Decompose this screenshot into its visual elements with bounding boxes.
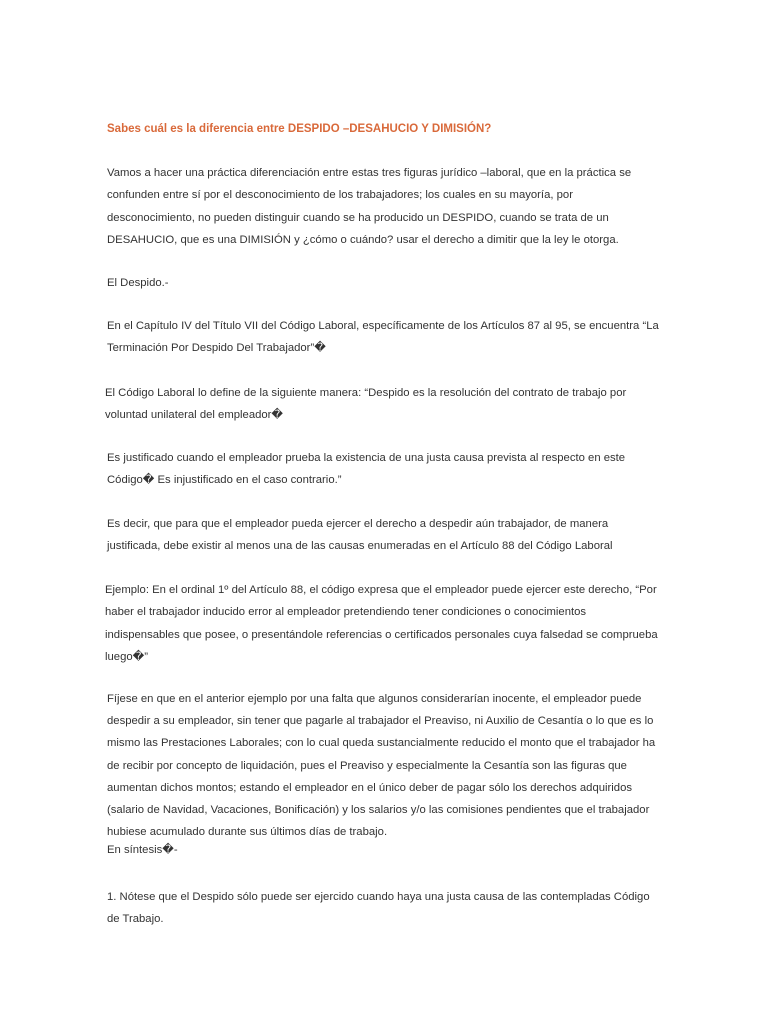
text-line: Es justificado cuando el empleador prueba la existencia de una justa causa prevista al respecto en este [107, 452, 626, 464]
text-line: Terminación Por Despido Del Trabajador”� [107, 342, 326, 355]
text-line: (salario de Navidad, Vacaciones, Bonificación) y los salarios y/o las comisiones pendientes que el trabajador [107, 804, 650, 817]
text-line: El Código Laboral lo define de la siguiente manera: “Despido es la resolución del contrato de trabajo por [105, 387, 627, 399]
text-line: Ejemplo: En el ordinal 1º del Artículo 88, el código expresa que el empleador puede ejercer este derecho, “Por [105, 584, 657, 596]
text-line: justificada, debe existir al menos una de las causas enumeradas en el Artículo 88 del Código Laboral [107, 540, 613, 553]
text-line: Vamos a hacer una práctica diferenciación entre estas tres figuras jurídico –laboral, que en la práctica se [107, 167, 632, 179]
text-line: El Despido.- [107, 277, 169, 289]
text-line: confunden entre sí por el desconocimiento de los trabajadores; los cuales en su mayoría, por [107, 189, 573, 202]
text-line: Es decir, que para que el empleador pueda ejercer el derecho a despedir aún trabajador, de manera [107, 518, 609, 530]
text-line: de recibir por concepto de liquidación, pues el Preaviso y especialmente la Cesantía son las figuras que [107, 759, 627, 772]
text-line: Código� Es injustificado en el caso contrario.” [107, 474, 342, 487]
document-title: Sabes cuál es la diferencia entre DESPIDO –DESAHUCIO Y DIMISIÓN? [107, 123, 492, 135]
paragraph-intro [107, 162, 667, 251]
paragraph-notese [107, 886, 667, 931]
text-line: de Trabajo. [107, 913, 164, 926]
paragraph-es-decir [107, 513, 667, 558]
text-line: En síntesis�- [107, 844, 178, 857]
text-line: mismo las Prestaciones Laborales; con lo cual queda sustancialmente reducido el monto que el trabajador ha [107, 737, 656, 750]
text-line: DESAHUCIO, que es una DIMISIÓN y ¿cómo o cuándo? usar el derecho a dimitir que la ley le otorga. [107, 233, 619, 246]
text-line: desconocimiento, no pueden distinguir cuando se ha producido un DESPIDO, cuando se trata de un [107, 211, 609, 224]
paragraph-capitulo [107, 315, 667, 360]
text-line: voluntad unilateral del empleador� [105, 409, 284, 422]
text-line: Fíjese en que en el anterior ejemplo por una falta que algunos considerarían inocente, el empleador puede [107, 693, 642, 705]
text-line: hubiese acumulado durante sus últimos días de trabajo. [107, 826, 388, 839]
text-line: despedir a su empleador, sin tener que pagarle al trabajador el Preaviso, ni Auxilio de Cesantía o lo que es lo [107, 715, 654, 728]
text-line: aumentan dichos montos; estando el empleador en el único deber de pagar sólo los derechos adquiridos [107, 781, 633, 794]
paragraph-justificado [107, 447, 667, 492]
paragraph-ejemplo [105, 579, 665, 668]
paragraph-definicion [105, 382, 665, 427]
text-line: En el Capítulo IV del Título VII del Código Laboral, específicamente de los Artículos 87 al 95, se encuentra “La [107, 320, 659, 332]
text-line: 1. Nótese que el Despido sólo puede ser ejercido cuando haya una justa causa de las contempladas Código [107, 891, 650, 903]
section-heading-despido [107, 272, 667, 294]
text-line: luego�” [105, 650, 148, 663]
text-line: indispensables que posee, o presentándole referencias o certificados personales cuya falsedad se comprueba [105, 628, 658, 641]
text-line: haber el trabajador inducido error al empleador pretendiendo tener condiciones o conocimientos [105, 606, 587, 619]
paragraph-fijese [107, 688, 667, 862]
